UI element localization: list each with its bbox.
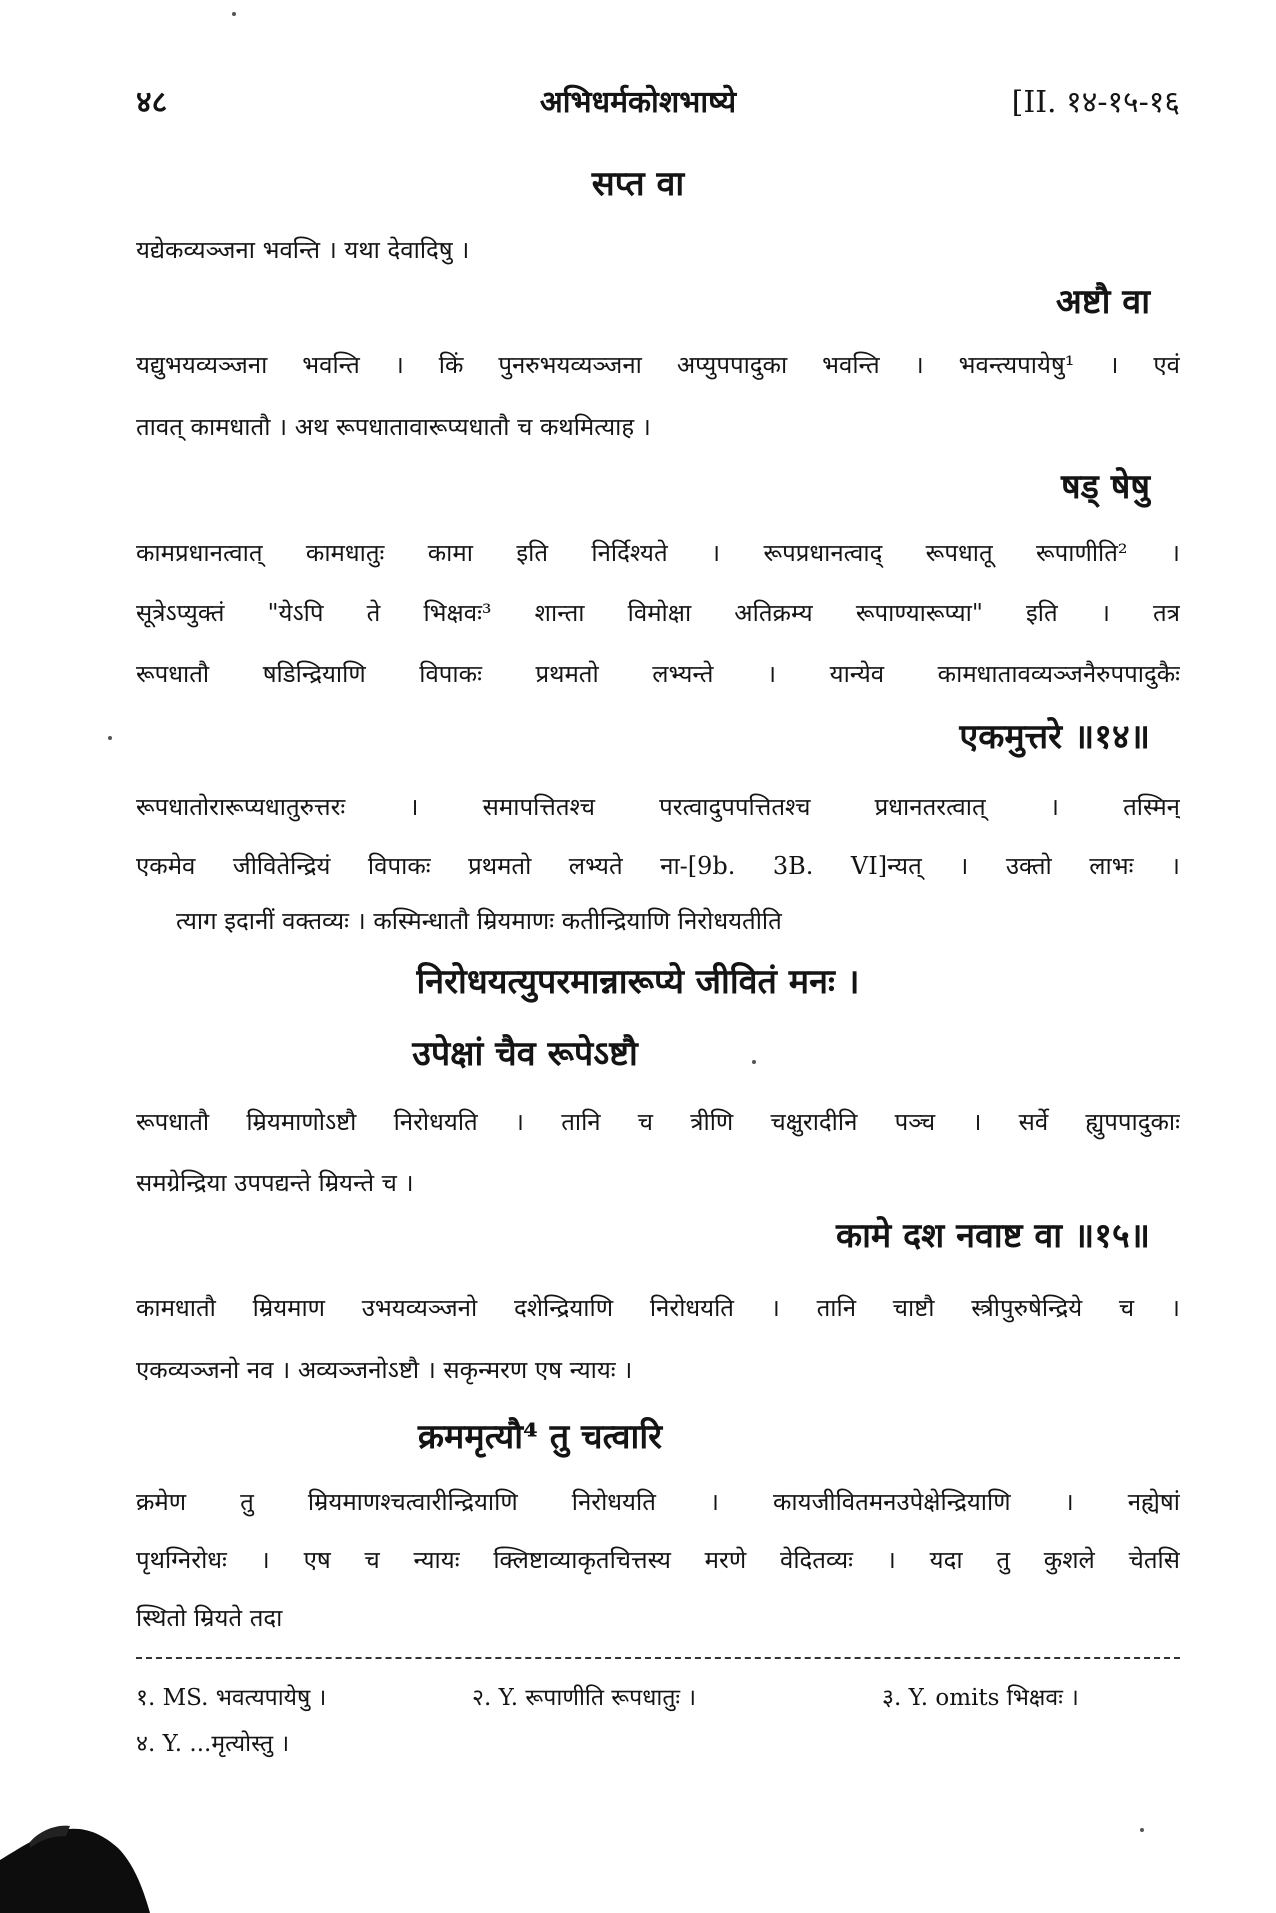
verse-line: निरोधयत्युपरमान्नारूप्ये जीवितं मनः । bbox=[416, 962, 860, 1002]
scan-speck bbox=[752, 1060, 756, 1064]
prose-line: स्थितो म्रियते तदा bbox=[136, 1604, 283, 1632]
scan-speck bbox=[232, 12, 236, 16]
verse-line: कामे दश नवाष्ट वा ॥१५॥ bbox=[835, 1216, 1150, 1256]
prose-line: कामधातौ म्रियमाण उभयव्यञ्जनो दशेन्द्रियाणि निरोधयति । तानि चाष्टौ स्त्रीपुरुषेन्द्रिये च । bbox=[136, 1294, 1180, 1322]
prose-line: पृथग्निरोधः । एष च न्यायः क्लिष्टाव्याकृतचित्तस्य मरणे वेदितव्यः । यदा तु कुशले चेतसि bbox=[136, 1546, 1180, 1574]
verse-line: षड्‌ षेषु bbox=[1061, 467, 1150, 507]
prose-line: यद्येकव्यञ्जना भवन्ति । यथा देवादिषु । bbox=[136, 236, 470, 264]
prose-line: सूत्रेऽप्युक्तं "येऽपि ते भिक्षवः³ शान्ता विमोक्षा अतिक्रम्य रूपाण्यारूप्या" इति । तत्र bbox=[136, 599, 1180, 627]
verse-line: क्रममृत्यौ⁴ तु चत्वारि bbox=[417, 1417, 663, 1457]
verse-line: सप्त वा bbox=[591, 164, 685, 204]
prose-line: रूपधातौ म्रियमाणोऽष्टौ निरोधयति । तानि च त्रीणि चक्षुरादीनि पञ्च । सर्वे ह्युपपादुकाः bbox=[136, 1108, 1180, 1136]
verse-line: अष्टौ वा bbox=[1055, 282, 1150, 322]
prose-line: एकव्यञ्जनो नव । अव्यञ्जनोऽष्टौ । सकृन्मरण एष न्यायः । bbox=[136, 1356, 633, 1384]
footnote: ३. Y. omits भिक्षवः । bbox=[882, 1685, 1079, 1711]
prose-line: एकमेव जीवितेन्द्रियं विपाकः प्रथमतो लभ्यते ना-[9b. 3B. VI]न्यत् । उक्तो लाभः । bbox=[136, 852, 1180, 880]
prose-line: कामप्रधानत्वात् कामधातुः कामा इति निर्दिश्यते । रूपप्रधानत्वाद् रूपधातू रूपाणीति² । bbox=[136, 539, 1180, 567]
page-number: ४८ bbox=[136, 85, 168, 120]
prose-line: क्रमेण तु म्रियमाणश्चत्वारीन्द्रियाणि निरोधयति । कायजीवितमनउपेक्षेन्द्रियाणि । नह्येषां bbox=[136, 1488, 1180, 1516]
verse-line: एकमुत्तरे ॥१४॥ bbox=[959, 717, 1150, 757]
prose-line: यद्युभयव्यञ्जना भवन्ति । किं पुनरुभयव्यञ्जना अप्युपपादुका भवन्ति । भवन्त्यपायेषु¹ । एवं bbox=[136, 351, 1180, 379]
scan-speck bbox=[108, 736, 112, 740]
prose-line: रूपधातोरारूप्यधातुरुत्तरः । समापत्तितश्च परत्वादुपपत्तितश्च प्रधानतरत्वात् । तस्मिन् bbox=[136, 793, 1180, 821]
footnote: ४. Y. ...मृत्योस्तु । bbox=[136, 1731, 290, 1757]
verse-line: उपेक्षां चैव रूपेऽष्टौ bbox=[412, 1034, 638, 1074]
scan-speck bbox=[1140, 1828, 1144, 1832]
running-title: अभिधर्मकोशभाष्ये bbox=[539, 85, 737, 120]
prose-line: त्याग इदानीं वक्तव्यः । कस्मिन्धातौ म्रियमाणः कतीन्द्रियाणि निरोधयतीति bbox=[176, 907, 782, 935]
footnote: २. Y. रूपाणीति रूपधातुः । bbox=[472, 1685, 697, 1711]
prose-line: समग्रेन्द्रिया उपपद्यन्ते म्रियन्ते च । bbox=[136, 1169, 414, 1197]
prose-line: रूपधातौ षडिन्द्रियाणि विपाकः प्रथमतो लभ्यन्ते । यान्येव कामधातावव्यञ्जनैरुपपादुकैः bbox=[136, 660, 1180, 688]
footnote-divider bbox=[136, 1657, 1180, 1659]
prose-line: तावत् कामधातौ । अथ रूपधातावारूप्यधातौ च कथमित्याह । bbox=[136, 413, 651, 441]
footnote: १. MS. भवत्यपायेषु । bbox=[136, 1685, 327, 1711]
section-reference: [II. १४-१५-१६ bbox=[1011, 85, 1180, 120]
ink-blot bbox=[0, 1790, 150, 1913]
